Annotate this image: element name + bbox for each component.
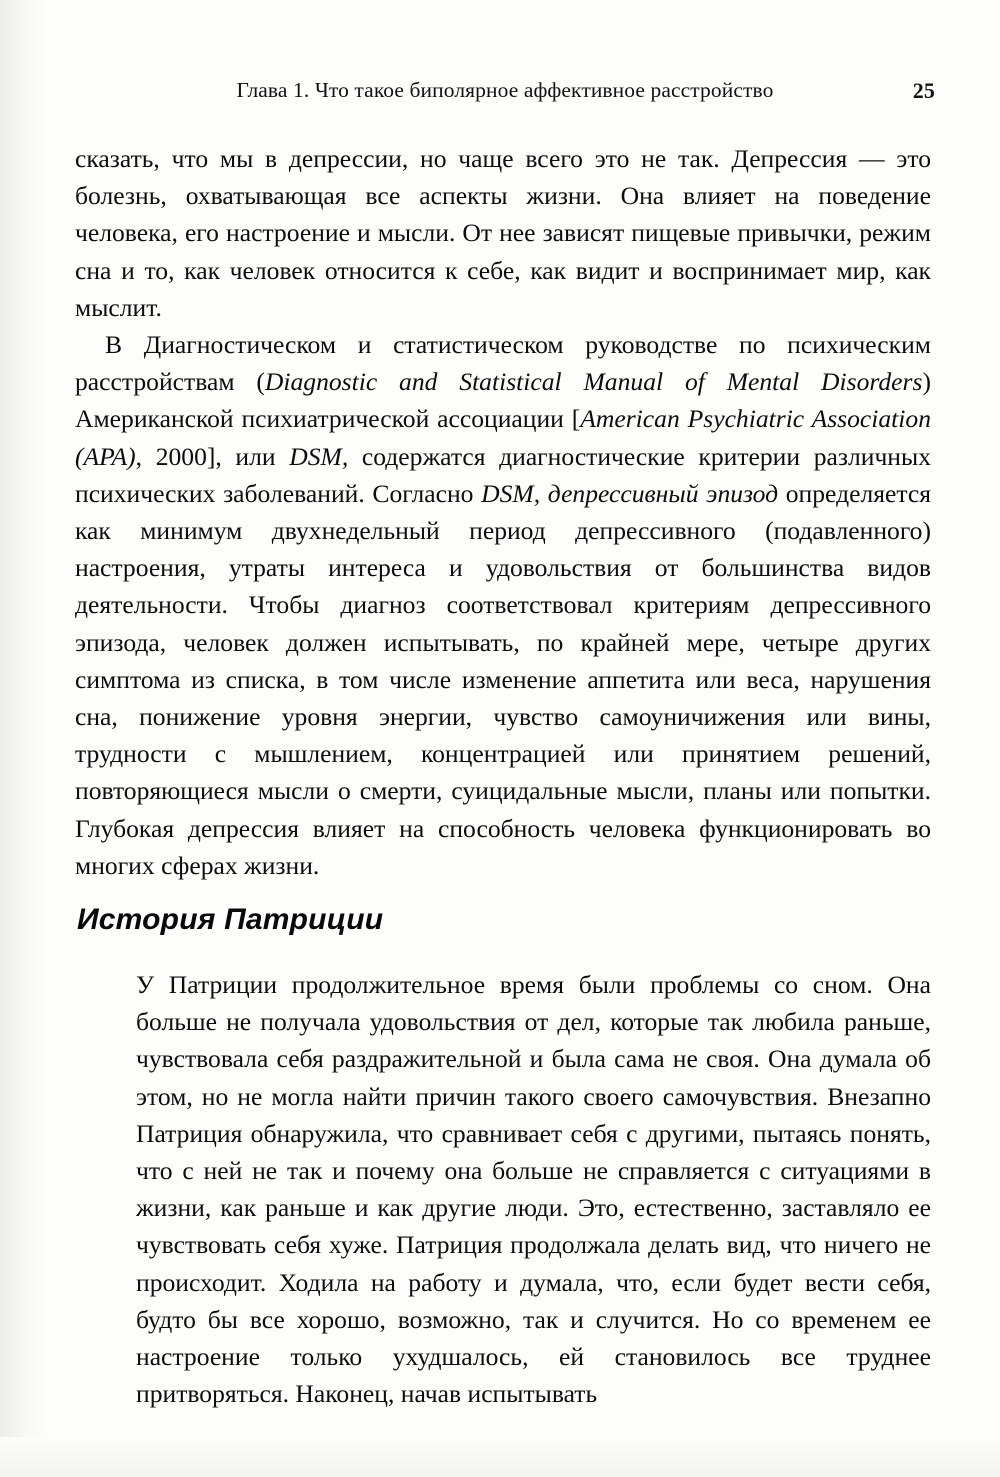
- dsm-text-part-2: ) Американской психиатрической ассоциации [: [75, 367, 931, 434]
- dsm-text-part-3: , 2000], или: [135, 441, 290, 471]
- apa-name-italic: American Psychiatric Association (APA): [75, 404, 932, 471]
- dsm-text-part-5: определяется как минимум двухнедельный период депрессивного (подавленного) настроения, утраты интереса и удовольствия от большинства видов деятельности. Чтобы диагноз соответствовал критериям депрессивного эпизода, человек должен испытывать, по крайней мере, четыре других симптома из списка, в том числе изменение аппетита или веса, нарушения сна, понижение уровня энергии, чувство самоуничижения или вины, трудности с мышлением, концентрацией или принятием решений, повторяющиеся мысли о смерти, суицидальные мысли, планы или попытки. Глубокая депрессия влияет на способность человека функционировать во многих сферах жизни.: [75, 478, 931, 880]
- page-number: 25: [912, 78, 935, 103]
- page-bottom-shadow: [0, 1437, 1000, 1477]
- body-text: [75, 140, 931, 884]
- dsm-text-part-4: содержатся диагностические критерии различных психических заболеваний. Согласно: [75, 441, 931, 508]
- page-left-shadow: [0, 0, 46, 1477]
- paragraph-continuation: сказать, что мы в депрессии, но чаще всего это не так. Депрессия — это болезнь, охватывающая все аспекты жизни. Она влияет на поведение человека, его настроение и мысли. От нее зависят пищевые привычки, режим сна и то, как человек относится к себе, как видит и воспринимает мир, как мыслит.: [75, 144, 931, 322]
- running-head-title: Глава 1. Что такое биполярное аффективное расстройство: [236, 78, 774, 102]
- paragraph-dsm: [75, 326, 931, 884]
- dsm-title-italic: Diagnostic and Statistical Manual of Mental Disorders: [264, 367, 923, 397]
- depressive-episode-italic: DSM, депрессивный эпизод: [481, 478, 779, 508]
- story-paragraph: У Патриции продолжительное время были проблемы со сном. Она больше не получала удовольствия от дел, которые так любила раньше, чувствовала себя раздражительной и была сама не своя. Она думала об этом, но не могла найти причин такого своего самочувствия. Внезапно Патриция обнаружила, что сравнивает себя с другими, пытаясь понять, что с ней не так и почему она больше не справляется с ситуациями в жизни, как раньше и как другие люди. Это, естественно, заставляло ее чувствовать себя хуже. Патриция продолжала делать вид, что ничего не происходит. Ходила на работу и думала, что, если будет вести себя, будто бы все хорошо, возможно, так и случится. Но со временем ее настроение только ухудшалось, ей становилось все труднее притворяться. Наконец, начав испытывать: [136, 970, 931, 1409]
- story-block: [136, 966, 931, 1412]
- running-head: [75, 78, 935, 103]
- section-heading: История Патриции: [77, 903, 384, 936]
- dsm-text-part-1: В Диагностическом и статистическом руководстве по психическим расстройствам (: [75, 330, 931, 397]
- dsm-abbrev-italic: DSM,: [289, 441, 349, 471]
